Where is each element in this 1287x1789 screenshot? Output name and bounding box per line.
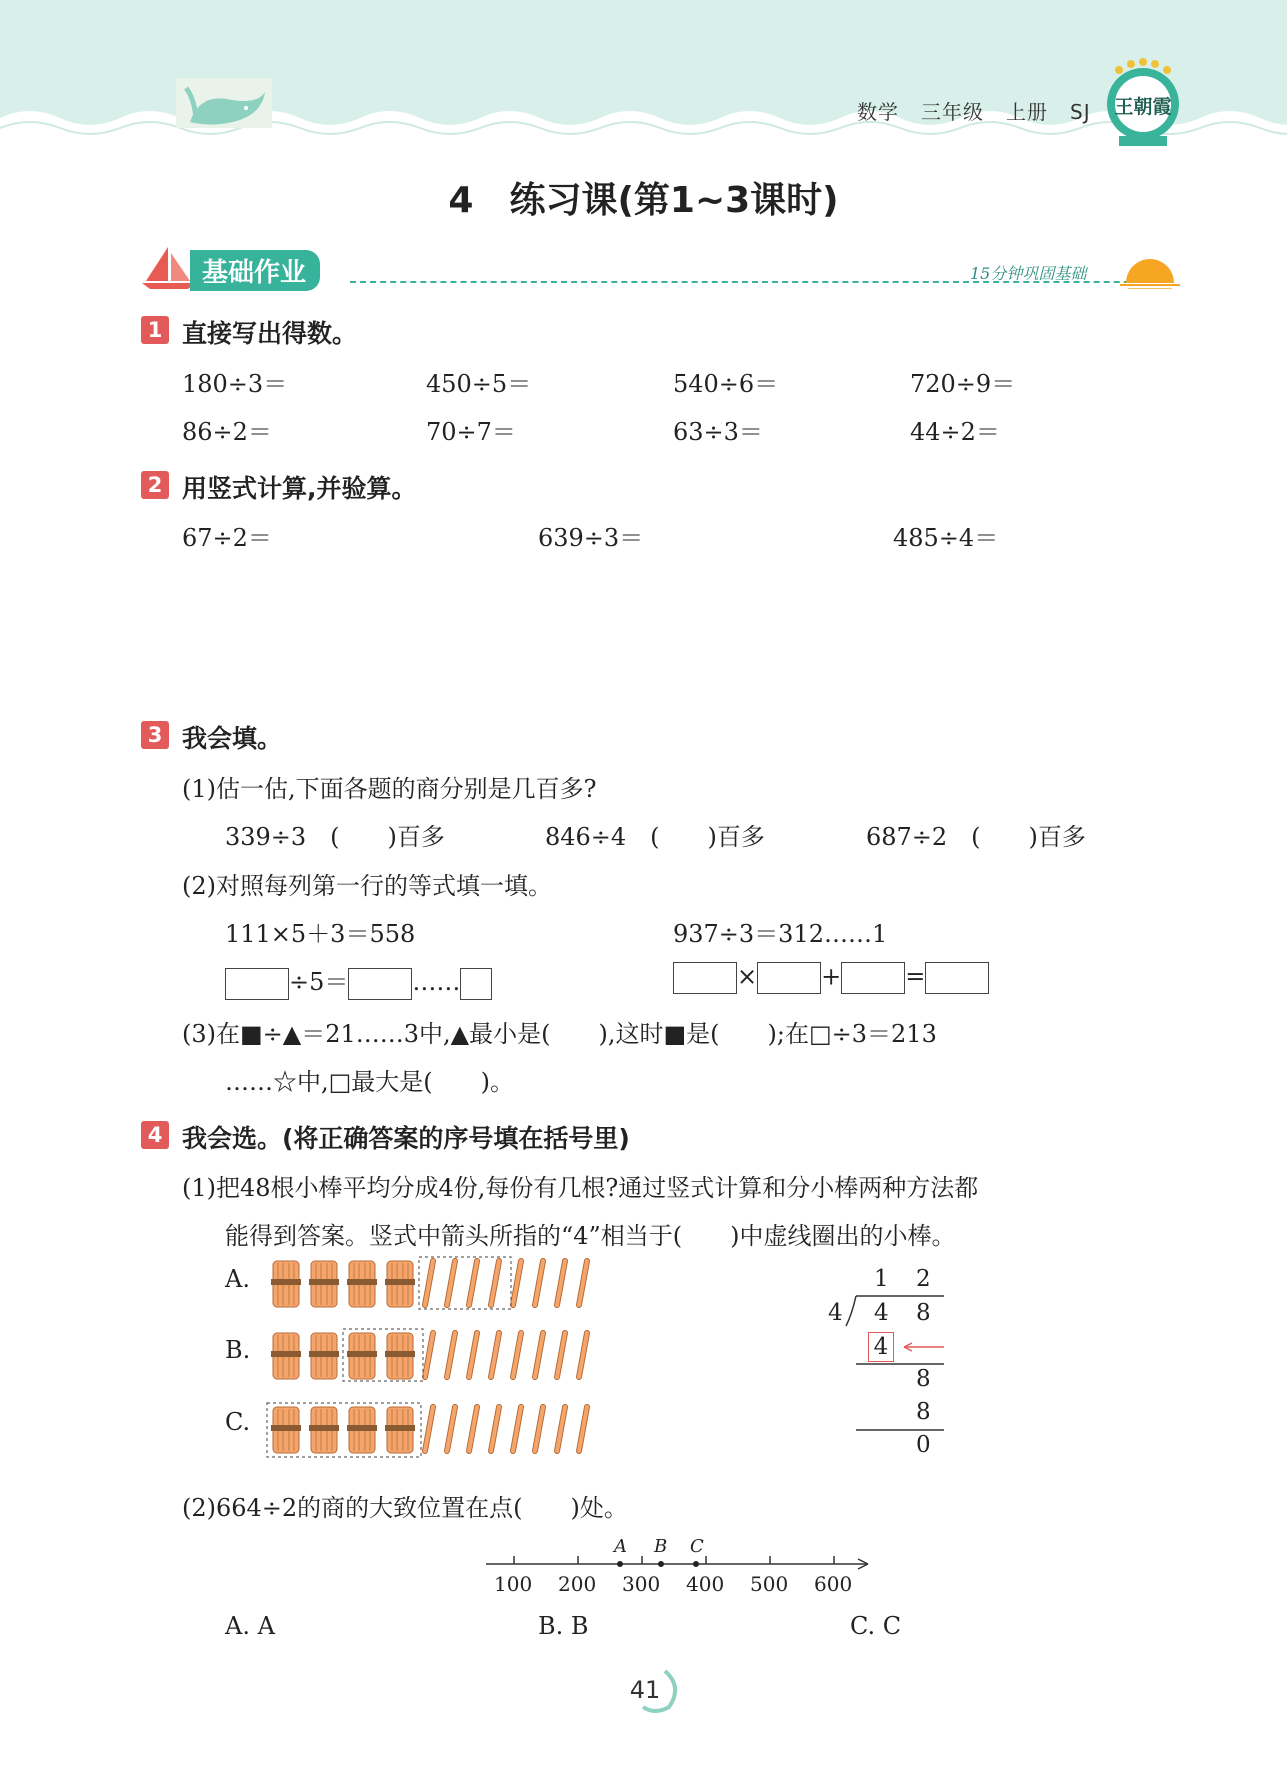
grade: 三年级 [921,100,984,124]
whale-icon [176,78,272,128]
remainder: 0 [916,1432,931,1458]
q3-number: 3 [141,721,169,749]
q3-part3-line2: ……☆中,□最大是( )。 [225,1068,515,1096]
q4-part2-option: B. B [538,1612,589,1640]
q3-estimate: 846÷4 ( )百多 [545,823,765,851]
q4-number: 4 [141,1121,169,1149]
tick-label: 500 [750,1572,789,1596]
section-note: 15分钟巩固基础 [970,264,1087,283]
tick-label: 600 [814,1572,853,1596]
q3-fill-row-2: × + = [673,962,989,994]
step-digit: 8 [916,1366,931,1392]
q2-title: 用竖式计算,并验算。 [182,474,417,503]
lesson-title: 4 练习课(第1~3课时) [448,180,839,221]
section-bar [140,245,1180,290]
q3-part3-line1: (3)在■÷▲＝21……3中,▲最小是( ),这时■是( );在□÷3＝213 [182,1020,937,1048]
sunrise-icon [1120,249,1180,289]
dividend-digit: 4 [874,1300,889,1326]
wave-decoration [0,0,1287,150]
tick-label: 300 [622,1572,661,1596]
dividend-digit: 8 [916,1300,931,1326]
quotient-digit: 1 [874,1266,889,1292]
q1-item: 63÷3＝ [673,418,763,446]
point-a-label: A [614,1536,627,1557]
edition: SJ [1070,100,1091,124]
q1-item: 86÷2＝ [182,418,272,446]
option-b-label: B. [225,1336,251,1364]
q2-item: 639÷3＝ [538,524,644,552]
point-c-label: C [690,1536,704,1557]
step-digit: 8 [916,1399,931,1425]
q1-item: 180÷3＝ [182,370,288,398]
q4-part2: (2)664÷2的商的大致位置在点( )处。 [182,1494,628,1522]
q2-number: 2 [141,471,169,499]
q1-item: 540÷6＝ [673,370,779,398]
quotient-digit: 2 [916,1266,931,1292]
tick-label: 100 [494,1572,533,1596]
sticks-illustration [265,1255,610,1485]
answer-box[interactable] [673,962,737,994]
option-c-label: C. [225,1408,251,1436]
answer-box[interactable] [348,968,412,1000]
logo-text: 王朝霞 [1114,96,1172,118]
volume: 上册 [1006,100,1048,124]
q3-equation-2: 937÷3＝312……1 [673,920,888,948]
tick-label: 200 [558,1572,597,1596]
option-c-sticks[interactable] [267,1403,587,1457]
brand-logo [1103,58,1183,148]
header-band [0,0,1287,150]
tick-label: 400 [686,1572,725,1596]
q4-title: 我会选。(将正确答案的序号填在括号里) [182,1124,630,1153]
answer-box[interactable] [460,968,492,1000]
subject: 数学 [857,100,899,124]
q1-item: 44÷2＝ [910,418,1000,446]
q3-part1: (1)估一估,下面各题的商分别是几百多? [182,775,597,803]
answer-box[interactable] [757,962,821,994]
page-number: 41 [629,1676,661,1704]
q3-estimate: 339÷3 ( )百多 [225,823,445,851]
highlighted-digit: 4 [868,1332,894,1362]
option-a-label: A. [225,1265,250,1293]
option-a-sticks[interactable] [271,1257,587,1309]
q3-estimate: 687÷2 ( )百多 [866,823,1086,851]
long-division [820,1262,970,1462]
q1-item: 720÷9＝ [910,370,1016,398]
answer-box[interactable] [925,962,989,994]
answer-box[interactable] [841,962,905,994]
q1-title: 直接写出得数。 [182,319,358,348]
header-meta [857,96,1113,125]
q1-number: 1 [141,316,169,344]
q3-equation-1: 111×5＋3＝558 [225,920,416,948]
q3-fill-row-1: ÷5＝ …… [225,962,492,1000]
q3-part2: (2)对照每列第一行的等式填一填。 [182,872,552,900]
q4-part2-option: A. A [225,1612,275,1640]
q1-item: 70÷7＝ [426,418,516,446]
q4-part2-option: C. C [850,1612,902,1640]
division-lines [820,1262,970,1462]
q3-title: 我会填。 [182,724,283,753]
q4-part1-line1: (1)把48根小棒平均分成4份,每份有几根?通过竖式计算和分小棒两种方法都 [182,1174,979,1202]
q4-part1-line2: 能得到答案。竖式中箭头所指的“4”相当于( )中虚线圈出的小棒。 [225,1222,956,1250]
divisor: 4 [828,1300,843,1326]
number-line [480,1534,880,1598]
q1-item: 450÷5＝ [426,370,532,398]
section-label: 基础作业 [190,250,320,291]
q2-item: 67÷2＝ [182,524,272,552]
q2-item: 485÷4＝ [893,524,999,552]
point-b-label: B [654,1536,668,1557]
option-b-sticks[interactable] [271,1329,587,1381]
answer-box[interactable] [225,968,289,1000]
